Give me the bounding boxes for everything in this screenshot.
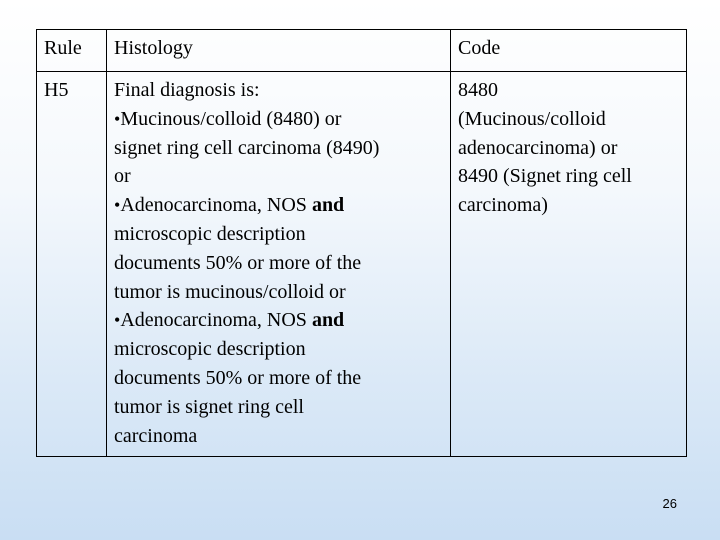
histology-rules-table (36, 29, 687, 457)
code-cell (451, 72, 687, 457)
and-emphasis: and (311, 194, 345, 217)
header-code: Code (451, 30, 687, 72)
bullet-item-mucinous: •Mucinous/colloid (8480) or (114, 107, 342, 130)
code-line: adenocarcinoma) or (458, 136, 618, 159)
code-line: (Mucinous/colloid (458, 107, 606, 130)
or-connector: or (114, 165, 131, 188)
bullet-item-adeno-signet-cont: carcinoma (114, 424, 198, 447)
bullet-icon: • (114, 195, 121, 216)
header-histology: Histology (107, 30, 451, 72)
page-number: 26 (662, 496, 677, 511)
bullet-item-adeno-mucinous-cont: tumor is mucinous/colloid or (114, 280, 346, 303)
bullet-item-adeno-signet: •Adenocarcinoma, NOS and (114, 309, 345, 332)
bullet-item-adeno-signet-cont: tumor is signet ring cell (114, 395, 304, 418)
bullet-icon: • (114, 310, 121, 331)
code-line: 8480 (458, 79, 498, 101)
table-header-row (37, 30, 687, 72)
header-rule: Rule (37, 30, 107, 72)
bullet-item-adeno-mucinous-cont: documents 50% or more of the (114, 251, 362, 274)
histology-intro: Final diagnosis is: (114, 79, 260, 101)
and-emphasis: and (311, 309, 345, 332)
bullet-item-adeno-mucinous-cont: microscopic description (114, 222, 306, 245)
histology-cell (107, 72, 451, 457)
code-line: 8490 (Signet ring cell (458, 165, 632, 188)
bullet-item-adeno-signet-cont: microscopic description (114, 338, 306, 361)
code-line: carcinoma) (458, 194, 548, 217)
bullet-item-mucinous-cont: signet ring cell carcinoma (8490) (114, 136, 380, 159)
table-row (37, 72, 687, 457)
bullet-item-adeno-mucinous: •Adenocarcinoma, NOS and (114, 194, 345, 217)
bullet-item-adeno-signet-cont: documents 50% or more of the (114, 366, 362, 389)
rule-cell: H5 (37, 72, 107, 457)
bullet-icon: • (114, 108, 121, 129)
